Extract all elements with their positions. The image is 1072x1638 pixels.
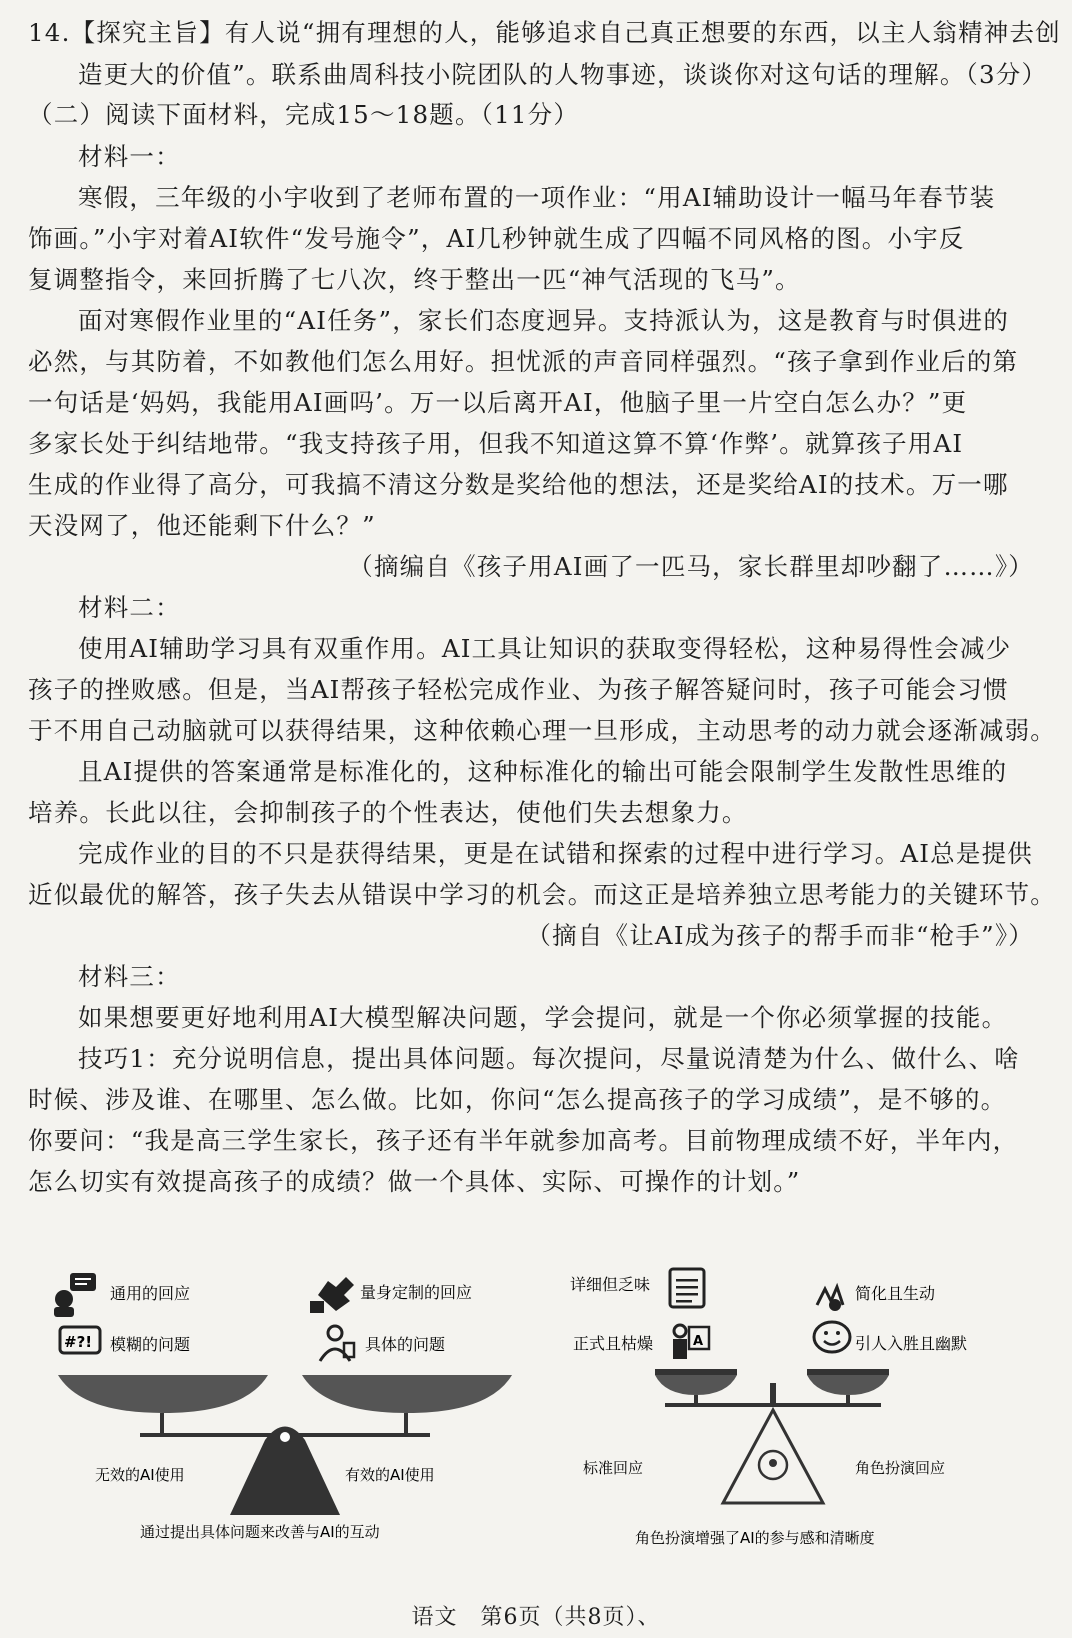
right-fig-top-right-1: 简化且生动 [855,1284,936,1303]
right-top-label-1: 量身定制的回应 [360,1283,473,1302]
tailored-hand-icon [310,1277,354,1313]
left-pan [58,1375,268,1413]
notepad-icon [670,1269,704,1307]
material-2-line: 且AI提供的答案通常是标准化的，这种标准化的输出可能会限制学生发散性思维的 [78,757,1008,786]
material-2-line: 使用AI辅助学习具有双重作用。AI工具让知识的获取变得轻松，这种易得性会减少 [78,634,1012,663]
material-3-title: 材料三： [78,962,181,991]
material-2-title: 材料二： [78,593,181,622]
fulcrum [723,1410,823,1503]
figure-right-balance [555,1265,1035,1560]
svg-text:A: A [693,1334,704,1349]
left-bottom-label: 无效的AI使用 [95,1466,185,1484]
material-1-line: 饰画。”小宇对着AI软件“发号施令”，AI几秒钟就生成了四幅不同风格的图。小宇反 [28,224,965,253]
right-fig-top-left-2: 正式且枯燥 [573,1334,654,1353]
question-14-line-2: 造更大的价值”。联系曲周科技小院团队的人物事迹，谈谈你对这句话的理解。（3分） [78,60,1048,89]
section-heading: （二）阅读下面材料，完成15～18题。（11分） [28,100,580,129]
right-bottom-label: 有效的AI使用 [345,1466,435,1484]
left-figure-caption: 通过提出具体问题来改善与AI的互动 [140,1523,380,1541]
question-14-line-1: 14.【探究主旨】有人说“拥有理想的人，能够追求自己真正想要的东西，以主人翁精神去创 [28,18,1061,47]
right-pan [807,1375,889,1395]
svg-text:#?!: #?! [64,1333,93,1351]
material-1-line: 寒假，三年级的小宇收到了老师布置的一项作业：“用AI辅助设计一幅马年春节装 [78,183,996,212]
material-1-line: 面对寒假作业里的“AI任务”，家长们态度迥异。支持派认为，这是教育与时俱进的 [78,306,1010,335]
material-2-line: 培养。长此以往，会抑制孩子的个性表达，使他们失去想象力。 [28,798,748,827]
page-footer: 语文 第6页（共8页）、 [411,1605,661,1630]
question-bubble-icon [60,1327,100,1353]
right-fig-bottom-right: 角色扮演回应 [855,1459,946,1477]
material-1-line: 复调整指令，来回折腾了七八次，终于整出一匹“神气活现的飞马”。 [28,265,801,294]
smiley-bubble-icon [814,1322,850,1352]
material-2-line: 完成作业的目的不只是获得结果，更是在试错和探索的过程中进行学习。AI总是提供 [78,839,1033,868]
material-1-title: 材料一： [78,142,181,171]
person-presenting-icon [673,1325,709,1359]
material-1-line: 生成的作业得了高分，可我搞不清这分数是奖给他的想法，还是奖给AI的技术。万一哪 [28,470,1009,499]
chat-bot-icon [54,1273,96,1317]
material-1-line: 天没网了，他还能剩下什么？” [28,511,376,540]
material-2-line: 近似最优的解答，孩子失去从错误中学习的机会。而这正是培养独立思考能力的关键环节。 [28,880,1056,909]
material-1-line: 多家长处于纠结地带。“我支持孩子用，但我不知道这算不算‘作弊’。就算孩子用AI [28,429,964,458]
person-book-icon [320,1326,354,1361]
material-1-source: （摘编自《孩子用AI画了一匹马，家长群里却吵翻了……》） [348,552,1034,581]
material-3-line: 你要问：“我是高三学生家长，孩子还有半年就参加高考。目前物理成绩不好，半年内， [28,1126,1019,1155]
right-fig-bottom-left: 标准回应 [583,1459,644,1477]
right-figure-caption: 角色扮演增强了AI的参与感和清晰度 [635,1529,875,1547]
left-pan [655,1375,737,1395]
material-3-line: 如果想要更好地利用AI大模型解决问题，学会提问，就是一个你必须掌握的技能。 [78,1003,1008,1032]
material-2-source: （摘自《让AI成为孩子的帮手而非“枪手”》） [526,921,1034,950]
figure-left-balance [40,1265,530,1560]
right-pan [302,1375,512,1413]
material-3-line: 技巧1：充分说明信息，提出具体问题。每次提问，尽量说清楚为什么、做什么、啥 [78,1044,1020,1073]
material-3-line: 时候、涉及谁、在哪里、怎么做。比如，你问“怎么提高孩子的学习成绩”，是不够的。 [28,1085,1007,1114]
left-top-label-2: 模糊的问题 [110,1335,191,1354]
material-2-line: 于不用自己动脑就可以获得结果，这种依赖心理一旦形成，主动思考的动力就会逐渐减弱。 [28,716,1056,745]
sparkle-hand-icon [817,1287,843,1311]
material-3-line: 怎么切实有效提高孩子的成绩？做一个具体、实际、可操作的计划。” [28,1167,801,1196]
right-top-label-2: 具体的问题 [365,1335,446,1354]
right-fig-top-left-1: 详细但乏味 [570,1275,651,1294]
material-1-line: 必然，与其防着，不如教他们怎么用好。担忧派的声音同样强烈。“孩子拿到作业后的第 [28,347,1019,376]
material-2-line: 孩子的挫败感。但是，当AI帮孩子轻松完成作业、为孩子解答疑问时，孩子可能会习惯 [28,675,1009,704]
material-1-line: 一句话是‘妈妈，我能用AI画吗’。万一以后离开AI，他脑子里一片空白怎么办？”更 [28,388,968,417]
left-top-label-1: 通用的回应 [110,1284,191,1303]
right-fig-top-right-2: 引人入胜且幽默 [855,1334,968,1353]
